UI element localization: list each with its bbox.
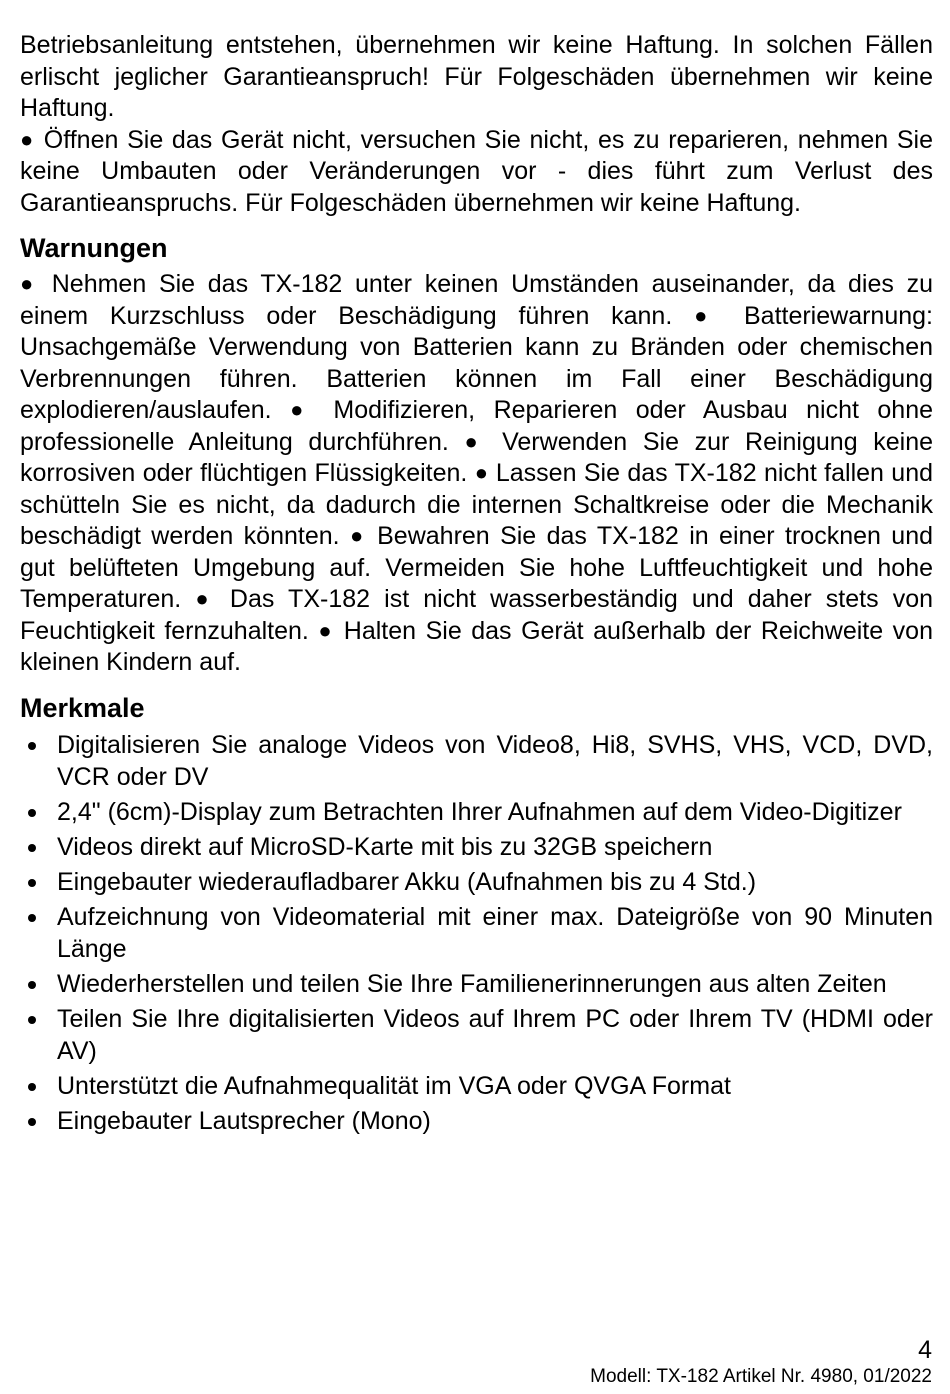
list-item — [20, 866, 933, 898]
feature-text: Digitalisieren Sie analoge Videos von Video8, Hi8, SVHS, VHS, VCD, DVD, VCR oder DV — [57, 730, 933, 791]
list-item — [20, 1003, 933, 1067]
feature-text: 2,4" (6cm)-Display zum Betrachten Ihrer Aufnahmen auf dem Video-Digitizer — [57, 797, 902, 826]
list-item — [20, 968, 933, 1000]
list-bullet-icon — [28, 742, 36, 750]
list-item — [20, 796, 933, 828]
feature-text: Wiederherstellen und teilen Sie Ihre Familienerinnerungen aus alten Zeiten — [57, 969, 887, 998]
feature-text: Eingebauter Lautsprecher (Mono) — [57, 1106, 431, 1135]
warnings-paragraph — [20, 269, 933, 679]
intro-text-1: Betriebsanleitung entstehen, übernehmen wir keine Haftung. In solchen Fällen erlischt jeglicher Garantieanspruch! Für Folgeschäden übernehmen wir keine Haftung. — [20, 31, 933, 122]
list-bullet-icon — [28, 1016, 36, 1024]
bullet-icon: ● — [195, 586, 216, 611]
list-bullet-icon — [28, 809, 36, 817]
feature-text: Unterstützt die Aufnahmequalität im VGA oder QVGA Format — [57, 1071, 731, 1100]
warning-item: Modifizieren, Reparieren oder Ausbau nicht ohne professionelle Anleitung durchführen. — [20, 396, 934, 456]
list-bullet-icon — [28, 914, 36, 922]
list-bullet-icon — [28, 844, 36, 852]
features-heading: Merkmale — [20, 692, 145, 723]
feature-text: Teilen Sie Ihre digitalisierten Videos auf Ihrem PC oder Ihrem TV (HDMI oder AV) — [57, 1004, 933, 1065]
feature-text: Eingebauter wiederaufladbarer Akku (Aufnahmen bis zu 4 Std.) — [57, 867, 757, 896]
feature-text: Videos direkt auf MicroSD-Karte mit bis zu 32GB speichern — [57, 832, 713, 861]
warning-item: Bewahren Sie das TX-182 in einer trocknen und gut belüfteten Umgebung auf. Vermeiden Sie hohe Luftfeuchtigkeit und hohe Temperaturen. — [20, 522, 933, 613]
warning-item: Das TX-182 ist nicht wasserbeständig und daher stets von Feuchtigkeit fernzuhalten. — [20, 585, 934, 645]
warnings-heading: Warnungen — [20, 233, 168, 263]
document-page — [20, 30, 933, 1140]
bullet-icon: ● — [350, 523, 367, 548]
warning-item: Batteriewarnung: Unsachgemäße Verwendung von Batterien kann zu Bränden oder chemischen Verbrennungen führen. Batterien können im Fall einer Beschädigung explodieren/auslaufen. — [20, 301, 933, 424]
list-bullet-icon — [28, 1118, 36, 1126]
bullet-icon: ● — [694, 302, 723, 328]
warning-item: Nehmen Sie das TX-182 unter keinen Umständen auseinander, da dies zu einem Kurzschluss oder Beschädigung führen kann. — [20, 270, 933, 330]
feature-text: Aufzeichnung von Videomaterial mit einer max. Dateigröße von 90 Minuten Länge — [57, 902, 933, 963]
bullet-icon: ● — [464, 428, 487, 454]
list-item — [20, 729, 933, 793]
list-bullet-icon — [28, 879, 36, 887]
intro-text-2: Öffnen Sie das Gerät nicht, versuchen Sie nicht, es zu reparieren, nehmen Sie keine Umbauten oder Veränderungen vor - dies führt zum Verlust des Garantieanspruchs. Für Folgeschäden übernehmen wir keine Haftung. — [20, 125, 933, 217]
footer-model-info: Modell: TX-182 Artikel Nr. 4980, 01/2022 — [590, 1366, 932, 1387]
bullet-icon: ● — [20, 126, 36, 152]
warning-item: Lassen Sie das TX-182 nicht fallen und schütteln Sie es nicht, da dadurch die internen Schaltkreise oder die Mechanik beschädigt werden könnten. — [20, 459, 934, 550]
bullet-icon: ● — [474, 460, 489, 485]
features-list — [20, 729, 933, 1137]
list-item — [20, 831, 933, 863]
bullet-icon: ● — [20, 271, 40, 296]
list-item — [20, 1070, 933, 1102]
list-item — [20, 901, 933, 965]
warning-item: Halten Sie das Gerät außerhalb der Reichweite von kleinen Kindern auf. — [20, 616, 933, 676]
bullet-icon: ● — [290, 397, 315, 422]
warning-item: Verwenden Sie zur Reinigung keine korrosiven oder flüchtigen Flüssigkeiten. — [20, 427, 934, 487]
list-item — [20, 1105, 933, 1137]
bullet-icon: ● — [318, 617, 335, 643]
page-number: 4 — [918, 1336, 932, 1364]
intro-paragraph-1 — [20, 30, 933, 219]
list-bullet-icon — [28, 981, 36, 989]
list-bullet-icon — [28, 1083, 36, 1091]
